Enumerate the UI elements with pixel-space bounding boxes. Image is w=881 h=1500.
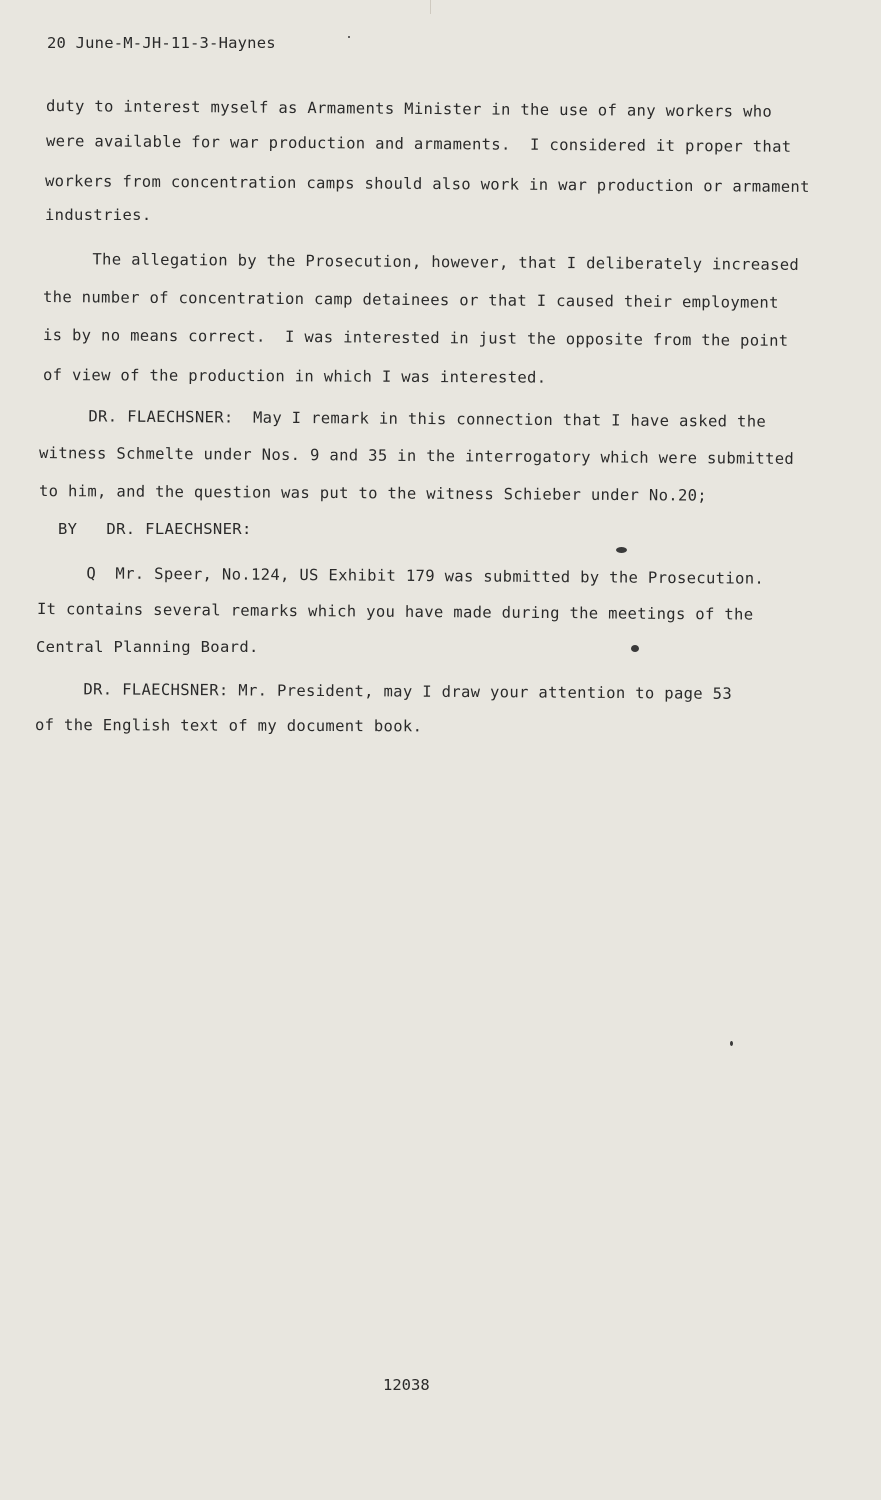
ink-speck <box>616 547 627 553</box>
text-line: were available for war production and armaments. I considered it proper that <box>45 132 792 156</box>
text-line: It contains several remarks which you have made during the meetings of the <box>36 600 754 624</box>
text-line: Q Mr. Speer, No.124, US Exhibit 179 was submitted by the Prosecution. <box>37 564 765 588</box>
text-line: workers from concentration camps should also work in war production or armament <box>44 172 810 197</box>
text-line: Central Planning Board. <box>36 638 259 656</box>
text-line: industries. <box>45 206 152 224</box>
ink-speck <box>631 645 639 652</box>
text-line: The allegation by the Prosecution, however, that I deliberately increased <box>43 250 800 274</box>
text-line: to him, and the question was put to the witness Schieber under No.20; <box>38 482 708 505</box>
text-line: DR. FLAECHSNER: Mr. President, may I draw your attention to page 53 <box>34 680 733 703</box>
ink-speck <box>348 36 350 38</box>
page-number: 12038 <box>383 1376 430 1394</box>
text-line: witness Schmelte under Nos. 9 and 35 in the interrogatory which were submitted <box>38 444 795 468</box>
text-line: of view of the production in which I was interested. <box>42 366 547 387</box>
text-line: DR. FLAECHSNER: May I remark in this connection that I have asked the <box>39 407 767 431</box>
fold-mark <box>430 0 431 14</box>
text-line: is by no means correct. I was interested in just the opposite from the point <box>42 326 789 350</box>
text-line: duty to interest myself as Armaments Minister in the use of any workers who <box>45 97 773 121</box>
text-line: the number of concentration camp detainees or that I caused their employment <box>42 288 779 312</box>
examination-heading: BY DR. FLAECHSNER: <box>58 520 252 538</box>
ink-speck <box>730 1041 733 1046</box>
text-line: of the English text of my document book. <box>34 716 423 736</box>
page-header: 20 June-M-JH-11-3-Haynes <box>47 34 276 52</box>
